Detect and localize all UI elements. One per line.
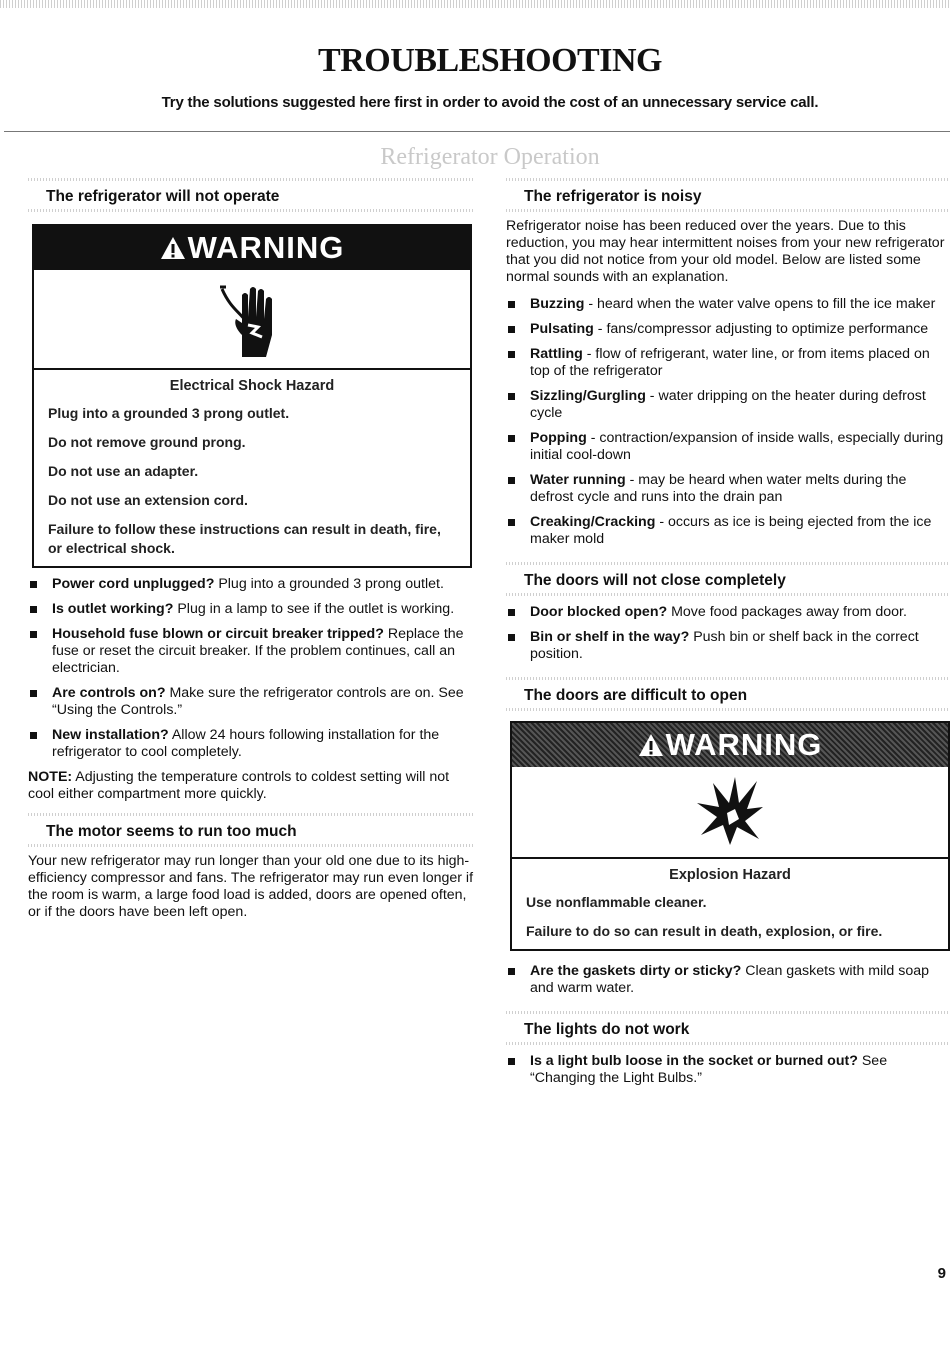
list-item: Are controls on? Make sure the refrigerator controls are on. See “Using the Controls.” (28, 685, 474, 719)
warning-box-electrical (32, 224, 472, 568)
list-item: Power cord unplugged? Plug into a grounded 3 prong outlet. (28, 576, 474, 593)
warning-triangle-icon (638, 725, 664, 769)
heading-motor (28, 813, 474, 847)
list-item: Rattling - flow of refrigerant, water line, or from items placed on top of the refrigerator (506, 346, 950, 380)
heading-doors-close (506, 562, 950, 596)
heading-text: The doors are difficult to open (524, 687, 748, 704)
warning-header (512, 723, 948, 767)
lights-list (506, 1053, 950, 1087)
list-item: Household fuse blown or circuit breaker tripped? Replace the fuse or reset the circuit breaker. If the problem continues, call an electrician. (28, 626, 474, 677)
doors-close-list (506, 604, 950, 663)
heading-lights (506, 1011, 950, 1045)
list-item: Popping - contraction/expansion of inside walls, especially during initial cool-down (506, 430, 950, 464)
warning-line: Plug into a grounded 3 prong outlet. (48, 405, 290, 421)
noisy-list (506, 296, 950, 548)
motor-text: Your new refrigerator may run longer than your old one due to its high-efficiency compressor and fans. The refrigerator may run even longer if the room is warm, a large food load is added, doors are opened often, or if the doors have been left open. (28, 853, 474, 920)
page-number: 9 (937, 1265, 946, 1282)
noisy-intro: Refrigerator noise has been reduced over the years. Due to this reduction, you may hear intermittent noises from your new refrigerator that you did not notice from your old model. Below are listed some normal sounds with an explanation. (506, 218, 945, 285)
heading-text: The motor seems to run too much (46, 823, 297, 840)
heading-text: The doors will not close completely (524, 572, 786, 589)
page-title: TROUBLESHOOTING (318, 42, 662, 79)
warning-body (34, 370, 470, 566)
list-item: Sizzling/Gurgling - water dripping on the heater during defrost cycle (506, 388, 950, 422)
hazard-title: Explosion Hazard (669, 867, 791, 883)
electrical-shock-hand-icon (34, 270, 470, 370)
top-band (0, 0, 950, 8)
list-item: Bin or shelf in the way? Push bin or shelf back in the correct position. (506, 629, 950, 663)
hazard-title: Electrical Shock Hazard (169, 378, 335, 394)
warning-label: WARNING (187, 230, 345, 265)
warning-line: Do not use an extension cord. (48, 492, 248, 508)
heading-text: The refrigerator will not operate (46, 188, 280, 205)
not-operate-list (28, 576, 474, 761)
note: NOTE: Adjusting the temperature controls to coldest setting will not cool either compartment more quickly. (28, 769, 450, 802)
explosion-icon (512, 767, 948, 859)
doors-open-list (506, 963, 950, 997)
warning-header (34, 226, 470, 270)
warning-label: WARNING (665, 727, 823, 762)
warning-line: Do not use an adapter. (48, 463, 199, 479)
list-item: Creaking/Cracking - occurs as ice is being ejected from the ice maker mold (506, 514, 950, 548)
warning-body (512, 859, 948, 949)
list-item: Door blocked open? Move food packages away from door. (506, 604, 950, 621)
list-item: Water running - may be heard when water melts during the defrost cycle and runs into the drain pan (506, 472, 950, 506)
warning-line: Failure to follow these instructions can result in death, fire, or electrical shock. (48, 521, 441, 556)
divider (4, 131, 950, 132)
section-title: Refrigerator Operation (380, 144, 600, 170)
list-item: Is a light bulb loose in the socket or burned out? See “Changing the Light Bulbs.” (506, 1053, 950, 1087)
warning-line: Do not remove ground prong. (48, 434, 246, 450)
heading-noisy (506, 178, 950, 212)
list-item: Is outlet working? Plug in a lamp to see if the outlet is working. (28, 601, 474, 618)
right-column (506, 178, 950, 1095)
heading-doors-open (506, 677, 950, 711)
warning-box-explosion (510, 721, 950, 951)
warning-line: Failure to do so can result in death, explosion, or fire. (526, 923, 883, 939)
warning-triangle-icon (160, 228, 186, 272)
heading-text: The refrigerator is noisy (524, 188, 702, 205)
heading-text: The lights do not work (524, 1021, 690, 1038)
list-item: Are the gaskets dirty or sticky? Clean gaskets with mild soap and warm water. (506, 963, 950, 997)
list-item: Pulsating - fans/compressor adjusting to optimize performance (506, 321, 950, 338)
list-item: New installation? Allow 24 hours following installation for the refrigerator to cool completely. (28, 727, 474, 761)
list-item: Buzzing - heard when the water valve opens to fill the ice maker (506, 296, 950, 313)
warning-line: Use nonflammable cleaner. (526, 894, 707, 910)
left-column (28, 178, 474, 931)
heading-not-operate (28, 178, 474, 212)
page-subtitle: Try the solutions suggested here first in order to avoid the cost of an unnecessary service call. (161, 94, 819, 111)
